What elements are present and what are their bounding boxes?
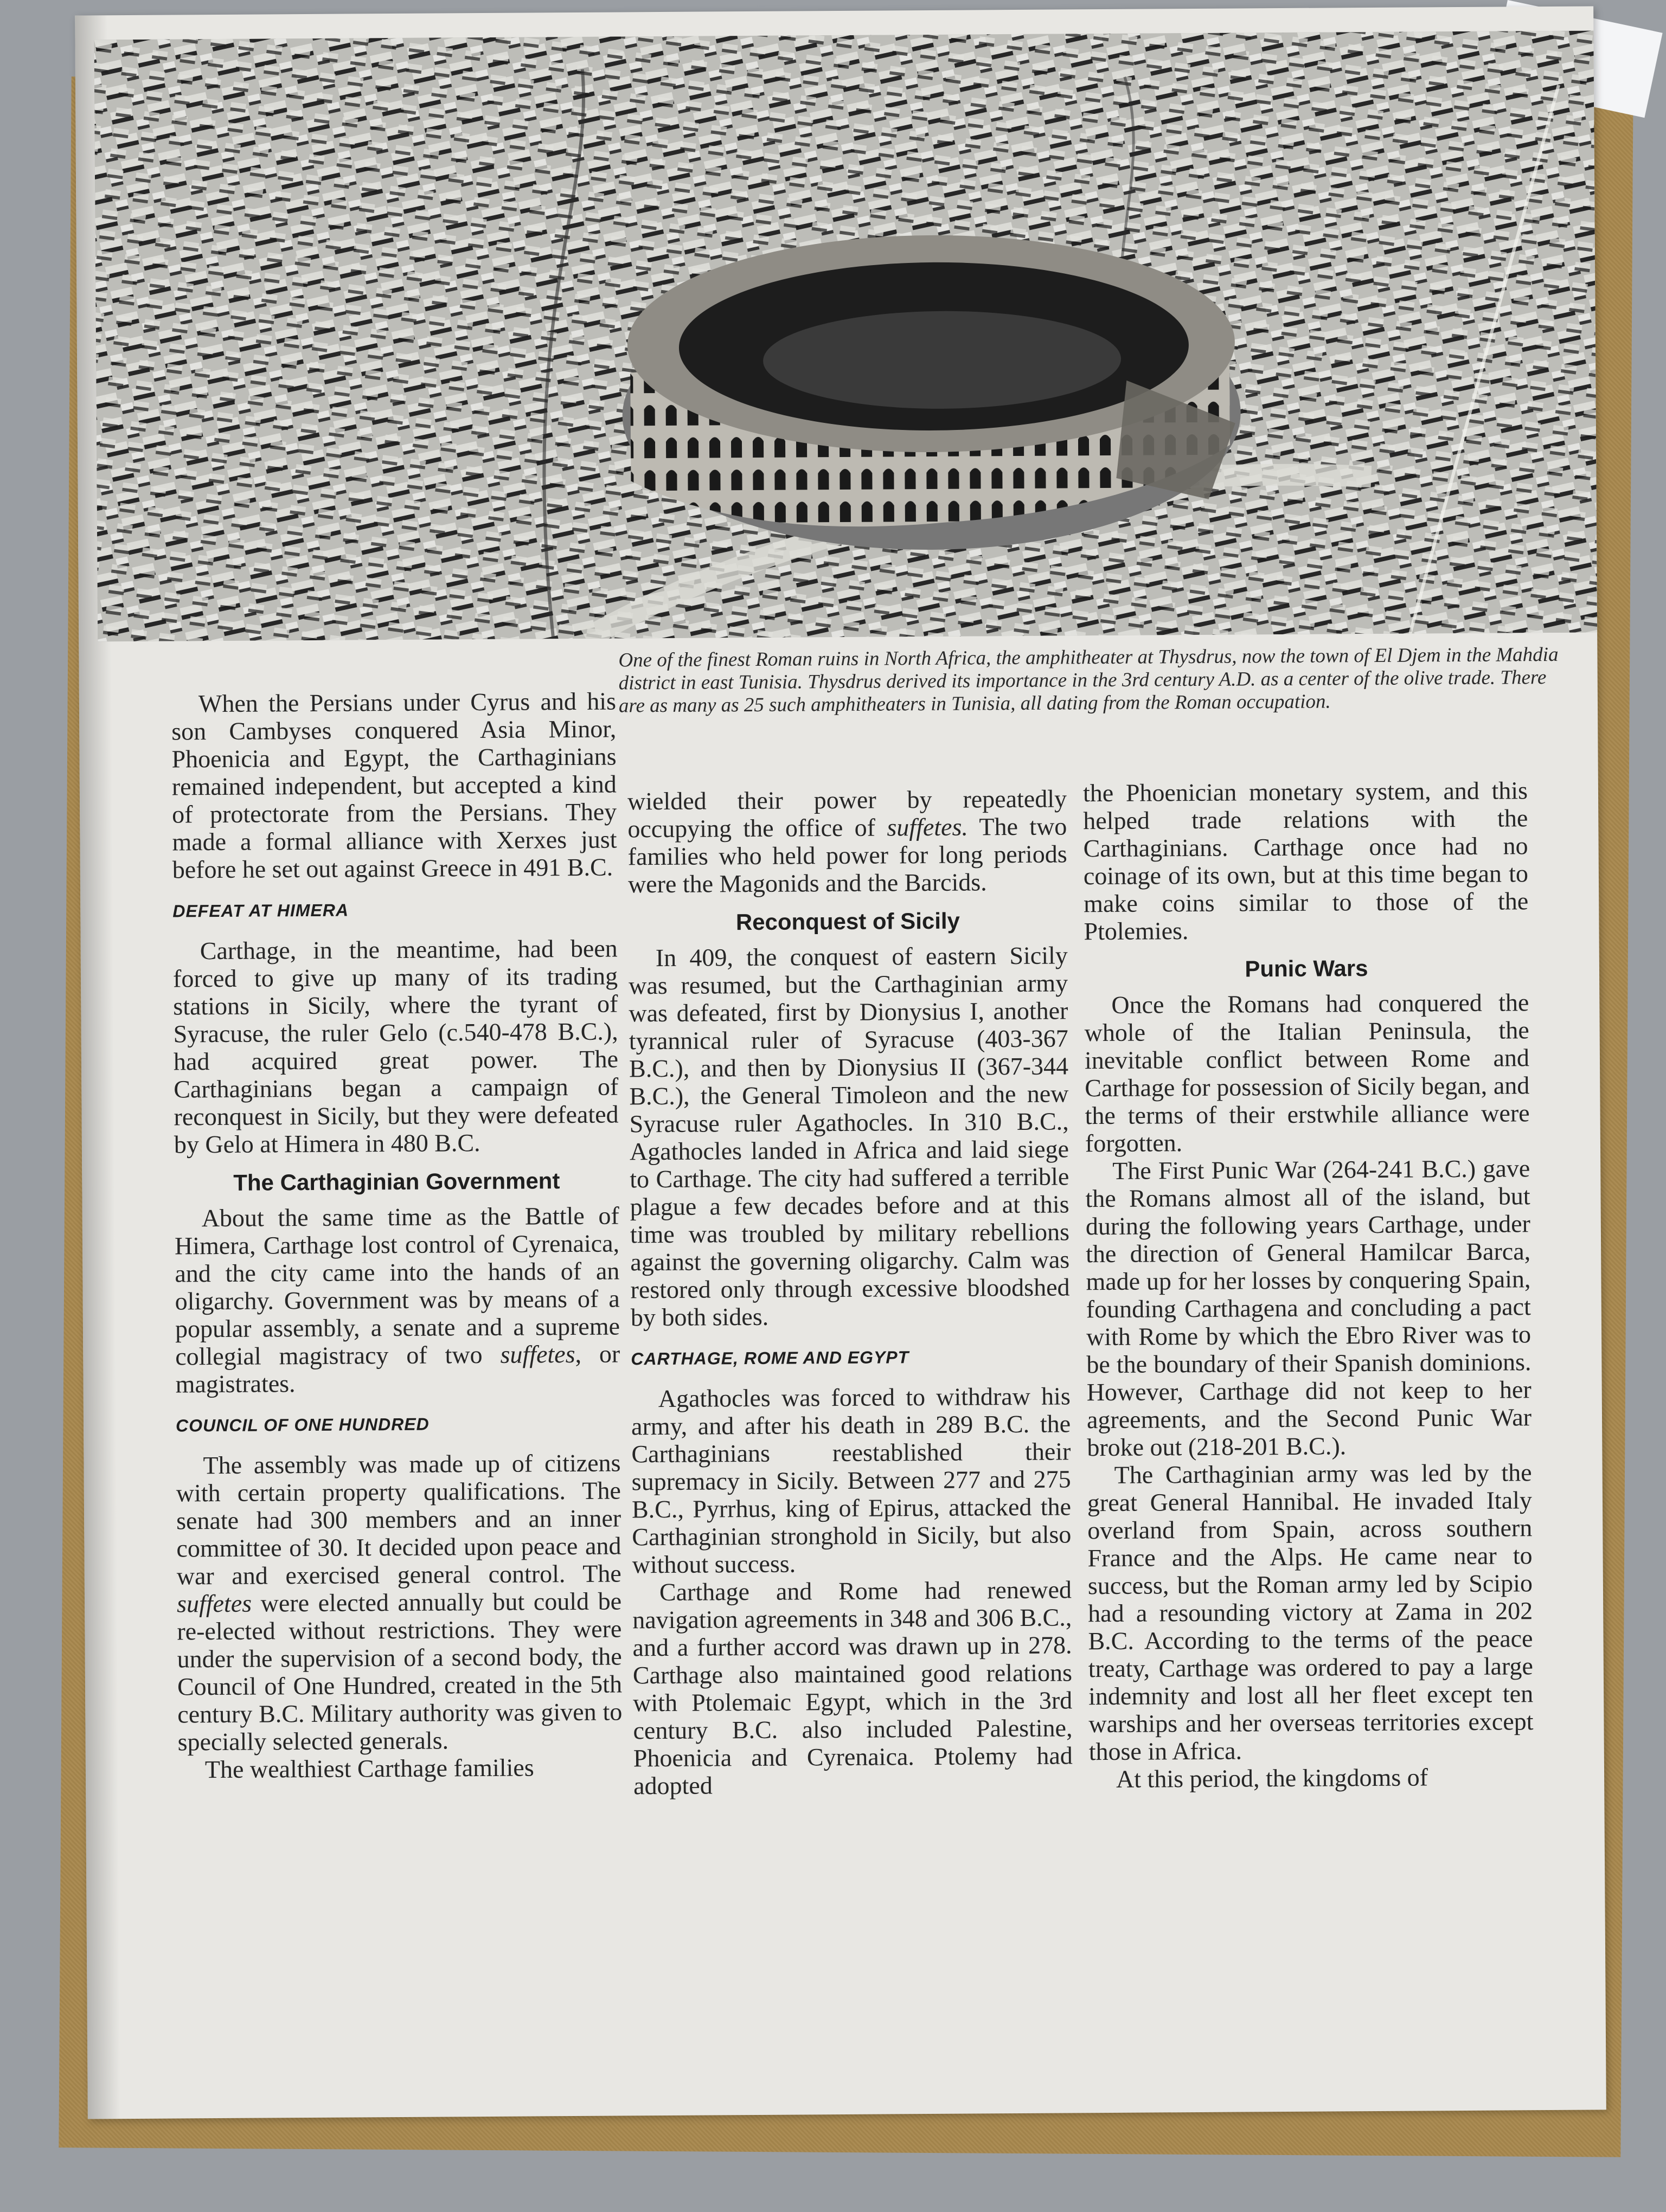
paragraph: The Carthaginian army was led by the great General Hannibal. He invaded Italy overland from Spain, across southern France and the Alps. He came near to success, but the Roman army led by Scipio had a resounding victory at Zama in 202 B.C. According to the terms of the peace treaty, Carthage was ordered to pay a large indemnity and lost all her fleet except ten warships and her overseas territories except those in Africa. bbox=[1087, 1458, 1534, 1766]
heading-carthaginian-government: The Carthaginian Government bbox=[233, 1168, 560, 1195]
paragraph: wielded their power by repeatedly occupying the office of suffetes. The two families who held power for long periods were the Magonids and the Barcids. bbox=[627, 785, 1067, 898]
paragraph: About the same time as the Battle of Himera, Carthage lost control of Cyrenaica, and the city came into the hands of an oligarchy. Government was by means of a popular assembly, a senate and a supreme collegial magistracy of two suffetes, or magistrates. bbox=[174, 1201, 620, 1398]
paragraph: At this period, the kingdoms of bbox=[1116, 1763, 1428, 1793]
paragraph: The First Punic War (264-241 B.C.) gave the Romans almost all of the island, but during the following years Carthage, under the direction of General Hamilcar Barca, made up for her losses by conquering Spain, founding Carthagena and concluding a pact with Rome by which the Ebro River was to be the boundary of their Spanish dominions. However, Carthage did not keep to her agreements, and the Second Punic War broke out (218-201 B.C.). bbox=[1085, 1154, 1532, 1462]
paragraph: In 409, the conquest of eastern Sicily was resumed, but the Carthaginian army was defeated, first by Dionysius I, another tyrannical ruler of Syracuse (403-367 B.C.), and then by Dionysius II (367-344 B.C.), the General Timoleon and the new Syracuse ruler Agathocles. In 310 B.C., Agathocles landed in Africa and laid siege to Carthage. The city had suffered a terrible plague a few decades before and at this time was troubled by military rebellions against the governing oligarchy. Calm was restored only through excessive bloodshed by both sides. bbox=[628, 941, 1070, 1332]
paragraph: Carthage and Rome had renewed navigation agreements in 348 and 306 B.C., and a further accord was drawn up in 278. Carthage also maintained good relations with Ptolemaic Egypt, which in the 3rd century B.C. also included Palestine, Phoenicia and Cyrenaica. Ptolemy had adopted bbox=[632, 1576, 1073, 1800]
text-column-2 bbox=[627, 785, 1073, 1799]
paragraph: Once the Romans had conquered the whole of the Italian Peninsula, the inevitable conflict between Rome and Carthage for possession of Sicily began, and the terms of their erstwhile alliance were forgotten. bbox=[1084, 988, 1530, 1158]
heading-punic-wars: Punic Wars bbox=[1245, 955, 1368, 982]
paragraph: The assembly was made up of citizens with certain property qualifications. The senate had 300 members and an inner committee of 30. It decided upon peace and war and exercised general control. The suffetes were elected annually but could be re-elected without restrictions. They were under the supervision of a second body, the Council of One Hundred, created in the 5th century B.C. Military authority was given to specially selected generals. bbox=[176, 1449, 623, 1756]
paragraph: the Phoenician monetary system, and this helped trade relations with the Carthaginians. Carthage once had no coinage of its own, but at this time began to make coins similar to those of the Ptolemies. bbox=[1082, 776, 1529, 946]
text-column-1 bbox=[171, 687, 623, 1784]
subheading-defeat-at-himera: DEFEAT AT HIMERA bbox=[172, 900, 349, 921]
book-page bbox=[75, 6, 1606, 2119]
amphitheater-illustration bbox=[94, 30, 1597, 641]
paragraph: When the Persians under Cyrus and his son Cambyses conquered Asia Minor, Phoenicia and Egypt, the Carthaginians remained independent, but accepted a kind of protectorate from the Persians. They made a formal alliance with Xerxes just before he set out against Greece in 491 B.C. bbox=[171, 687, 617, 884]
paragraph: Agathocles was forced to withdraw his army, and after his death in 289 B.C. the Carthaginians reestablished their supremacy in Sicily. Between 277 and 275 B.C., Pyrrhus, king of Epirus, attacked the Carthaginian stronghold in Sicily, but also without success. bbox=[631, 1382, 1072, 1579]
subheading-council-of-one-hundred: COUNCIL OF ONE HUNDRED bbox=[175, 1414, 430, 1436]
heading-reconquest-of-sicily: Reconquest of Sicily bbox=[735, 908, 960, 935]
subheading-carthage-rome-egypt: CARTHAGE, ROME AND EGYPT bbox=[631, 1347, 909, 1369]
amphitheater-photo bbox=[94, 30, 1597, 641]
text-column-3 bbox=[1083, 776, 1534, 1793]
photo-caption: One of the finest Roman ruins in North Africa, the amphitheater at Thysdrus, now the town of El Djem in the Mahdia district in east Tunisia. Thysdrus derived its importance in the 3rd century A.D. as a center of the olive trade. There are as many as 25 such amphitheaters in Tunisia, all dating from the Roman occupation. bbox=[618, 643, 1559, 717]
paragraph: Carthage, in the meantime, had been forced to give up many of its trading stations in Sicily, where the tyrant of Syracuse, the ruler Gelo (c.540-478 B.C.), had acquired great power. The Carthaginians began a campaign of reconquest in Sicily, but they were defeated by Gelo at Himera in 480 B.C. bbox=[172, 934, 619, 1159]
paragraph: The wealthiest Carthage families bbox=[204, 1753, 534, 1784]
